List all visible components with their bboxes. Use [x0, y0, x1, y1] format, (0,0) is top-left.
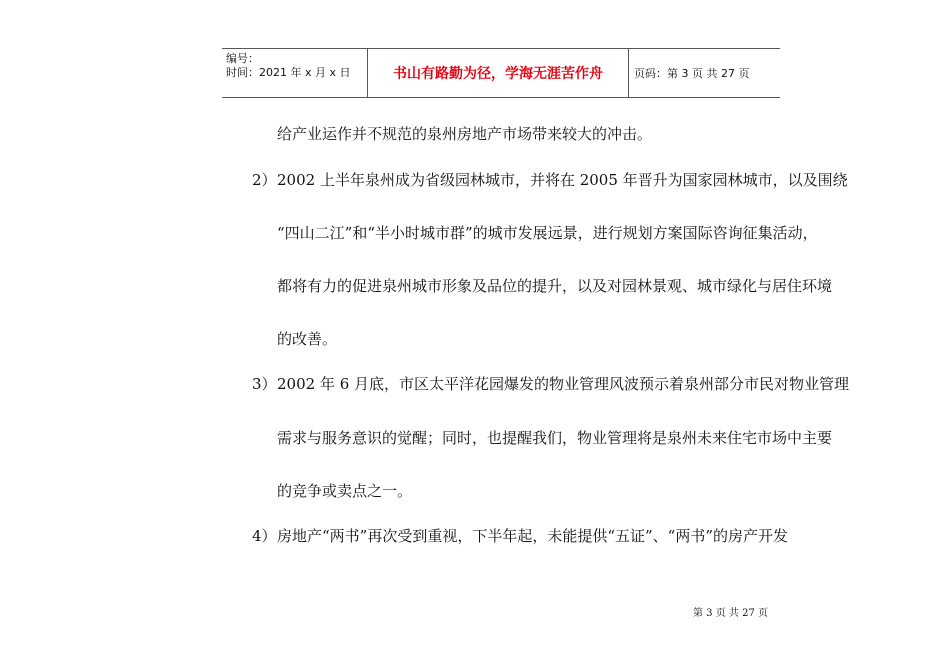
- paragraph-line: 的竞争或卖点之一。: [277, 482, 413, 500]
- paragraph-line: 需求与服务意识的觉醒；同时，也提醒我们，物业管理将是泉州未来住宅市场中主要: [277, 429, 833, 447]
- paragraph-line: 2002 年 6 月底，市区太平洋花园爆发的物业管理风波预示着泉州部分市民对物业管理: [277, 375, 850, 393]
- header-meta-cell: [222, 49, 368, 97]
- paragraph-line: 给产业运作并不规范的泉州房地产市场带来较大的冲击。: [277, 125, 653, 143]
- item-number: 2）: [252, 171, 277, 189]
- item-number: 3）: [252, 375, 277, 393]
- paragraph-line: “四山二江”和“半小时城市群”的城市发展远景，进行规划方案国际咨询征集活动，: [277, 224, 818, 242]
- motto: 书山有路勤为径，学海无涯苦作舟: [368, 49, 629, 97]
- page-footer: 第 3 页 共 27 页: [693, 608, 768, 619]
- header-table: [222, 48, 780, 98]
- header-page-label: 页码：第 3 页 共 27 页: [634, 67, 750, 80]
- paragraph-line: 2002 上半年泉州成为省级园林城市，并将在 2005 年晋升为国家园林城市，以及围绕: [277, 171, 848, 189]
- item-number: 4）: [252, 527, 277, 545]
- paragraph-line: 的改善。: [277, 330, 338, 348]
- number-label: 编号：: [226, 52, 259, 65]
- paragraph-line: 都将有力的促进泉州城市形象及品位的提升，以及对园林景观、城市绿化与居住环境: [277, 277, 833, 295]
- paragraph-line: 房地产“两书”再次受到重视，下半年起，未能提供“五证”、“两书”的房产开发: [277, 527, 789, 545]
- time-label: 时间：2021 年 x 月 x 日: [226, 66, 351, 79]
